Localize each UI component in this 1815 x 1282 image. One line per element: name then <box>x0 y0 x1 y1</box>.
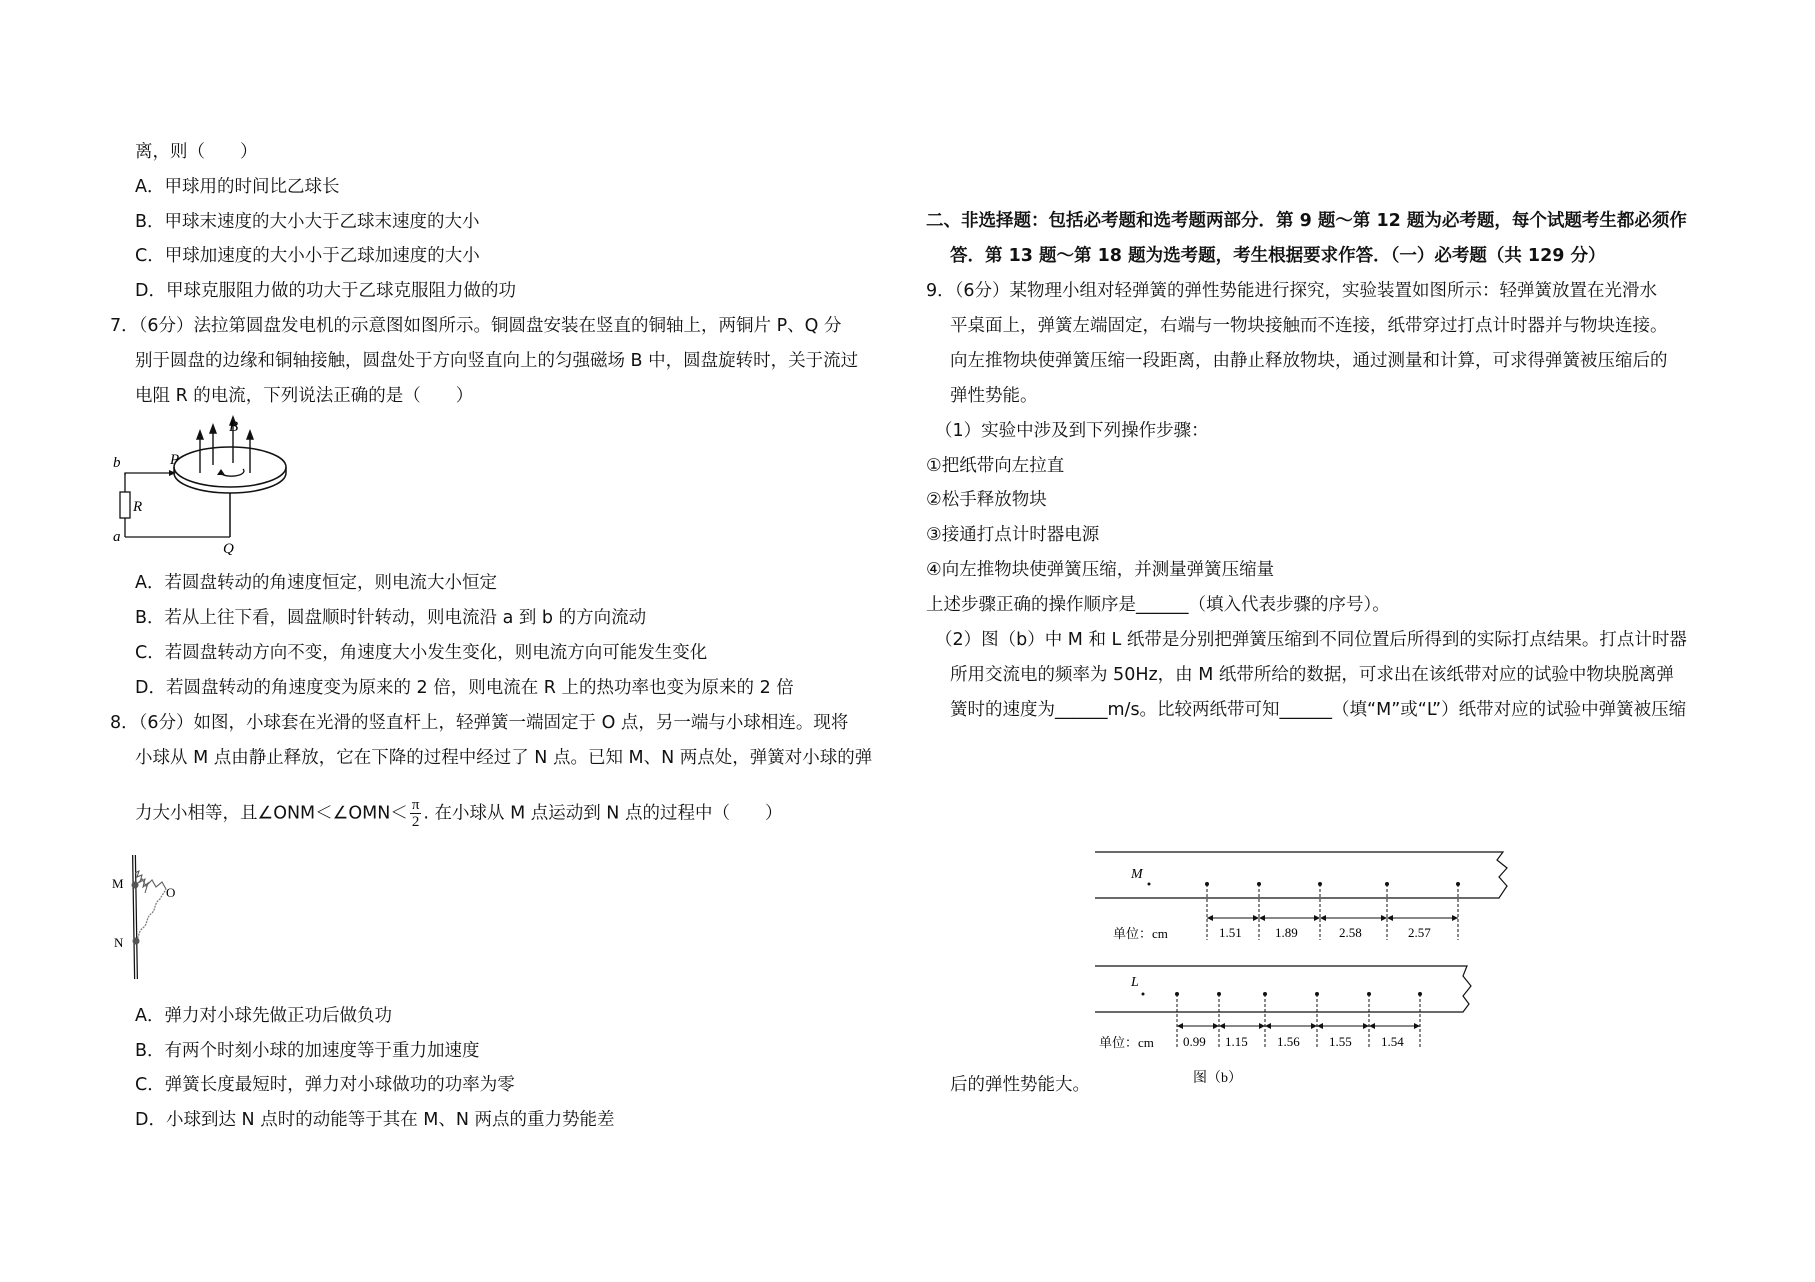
q9-line-4: 弹性势能。 <box>950 386 1038 406</box>
q8-option-d: D．小球到达 N 点时的动能等于其在 M、N 两点的重力势能差 <box>135 1110 615 1130</box>
q8-line-3-post: . 在小球从 M 点运动到 N 点的过程中（ ） <box>423 803 783 824</box>
label-M: M <box>112 876 124 891</box>
q9-part2-line-2: 所用交流电的频率为 50Hz，由 M 纸带所给的数据，可求出在该纸带对应的试验中物块脱离弹 <box>950 665 1674 685</box>
tape-M <box>1095 852 1507 941</box>
label-N: N <box>114 935 124 950</box>
tape-M-unit: 单位：cm <box>1113 926 1168 941</box>
figure-caption: 图（b） <box>1193 1071 1242 1086</box>
q9-part2-line-1: （2）图（b）中 M 和 L 纸带是分别把弹簧压缩到不同位置后所得到的实际打点结果。打点计时器 <box>935 630 1687 650</box>
q9-step-1: ①把纸带向左拉直 <box>926 456 1065 476</box>
section-heading-1: 二、非选择题：包括必考题和选考题两部分．第 9 题～第 12 题为必考题，每个试题考生都必须作 <box>926 211 1687 231</box>
q6-tail: 离，则（ ） <box>135 142 258 162</box>
tape-L-seg-2: 1.15 <box>1225 1034 1248 1049</box>
q9-step-2: ②松手释放物块 <box>926 490 1047 510</box>
q8-option-a: A．弹力对小球先做正功后做负功 <box>135 1006 392 1026</box>
q8-line-2: 小球从 M 点由静止释放，它在下降的过程中经过了 N 点。已知 M、N 两点处，弹簧对小球的弹 <box>135 748 873 768</box>
q7-option-a: A．若圆盘转动的角速度恒定，则电流大小恒定 <box>135 573 497 593</box>
tape-L-seg-4: 1.55 <box>1329 1034 1352 1049</box>
tape-M-seg-1: 1.51 <box>1219 925 1242 940</box>
q9-part2-line-3: 簧时的速度为______m/s。比较两纸带可知______（填“M”或“L”）纸带对应的试验中弹簧被压缩 <box>950 700 1687 720</box>
tape-L-unit: 单位：cm <box>1099 1035 1154 1050</box>
label-B: B <box>229 419 239 435</box>
q6-option-a: A．甲球用的时间比乙球长 <box>135 177 340 197</box>
tape-figure <box>1095 850 1515 1095</box>
faraday-disk-figure <box>105 415 295 555</box>
q6-option-c: C．甲球加速度的大小小于乙球加速度的大小 <box>135 246 480 266</box>
tape-M-seg-2: 1.89 <box>1275 925 1298 940</box>
q9-order: 上述步骤正确的操作顺序是______（填入代表步骤的序号）。 <box>926 595 1390 615</box>
rod-spring-figure <box>108 853 178 983</box>
tape-L-seg-5: 1.54 <box>1381 1034 1404 1049</box>
tape-L-label: L <box>1131 975 1139 990</box>
section-heading-2: 答．第 13 题～第 18 题为选考题，考生根据要求作答．（一）必考题（共 129 分） <box>950 246 1606 266</box>
q8-option-b: B．有两个时刻小球的加速度等于重力加速度 <box>135 1041 480 1061</box>
tape-L-seg-1: 0.99 <box>1183 1034 1206 1049</box>
q7-option-d: D．若圆盘转动的角速度变为原来的 2 倍，则电流在 R 上的热功率也变为原来的 2 倍 <box>135 678 794 698</box>
q9-line-1: 9．（6分）某物理小组对轻弹簧的弹性势能进行探究，实验装置如图所示：轻弹簧放置在光滑水 <box>926 281 1658 301</box>
tape-L <box>1095 966 1471 1050</box>
tape-M-seg-4: 2.57 <box>1408 925 1431 940</box>
q9-step-3: ③接通打点计时器电源 <box>926 525 1100 545</box>
label-Q: Q <box>223 541 234 555</box>
label-b: b <box>113 455 121 471</box>
q6-option-b: B．甲球末速度的大小大于乙球末速度的大小 <box>135 212 480 232</box>
q9-step-4: ④向左推物块使弹簧压缩，并测量弹簧压缩量 <box>926 560 1275 580</box>
q9-line-3: 向左推物块使弹簧压缩一段距离，由静止释放物块，通过测量和计算，可求得弹簧被压缩后的 <box>950 351 1668 371</box>
q7-line-2: 别于圆盘的边缘和铜轴接触，圆盘处于方向竖直向上的匀强磁场 B 中，圆盘旋转时，关于流过 <box>135 351 859 371</box>
label-O: O <box>166 885 176 900</box>
q7-option-c: C．若圆盘转动方向不变，角速度大小发生变化，则电流方向可能发生变化 <box>135 643 708 663</box>
q8-line-3-pre: 力大小相等，且∠ONM＜∠OMN＜ <box>135 803 408 824</box>
label-P: P <box>170 452 180 468</box>
q9-step-intro: （1）实验中涉及到下列操作步骤： <box>935 421 1209 441</box>
label-R: R <box>133 499 143 515</box>
q7-line-1: 7．（6分）法拉第圆盘发电机的示意图如图所示。铜圆盘安装在竖直的铜轴上，两铜片 P、Q 分 <box>110 316 842 336</box>
q8-line-3 <box>135 797 782 830</box>
q9-tail: 后的弹性势能大。 <box>950 1075 1090 1095</box>
tape-M-label: M <box>1131 867 1143 882</box>
q7-option-b: B．若从上往下看，圆盘顺时针转动，则电流沿 a 到 b 的方向流动 <box>135 608 647 628</box>
q8-option-c: C．弹簧长度最短时，弹力对小球做功的功率为零 <box>135 1075 515 1095</box>
tape-M-seg-3: 2.58 <box>1339 925 1362 940</box>
label-a: a <box>113 529 121 545</box>
q9-line-2: 平桌面上，弹簧左端固定，右端与一物块接触而不连接，纸带穿过打点计时器并与物块连接。 <box>950 316 1668 336</box>
q6-option-d: D．甲球克服阻力做的功大于乙球克服阻力做的功 <box>135 281 516 301</box>
q8-line-1: 8．（6分）如图，小球套在光滑的竖直杆上，轻弹簧一端固定于 O 点，另一端与小球相连。现将 <box>110 713 849 733</box>
pi-over-2: $\frac{\pi}{2}$ <box>411 797 420 830</box>
q7-line-3: 电阻 R 的电流，下列说法正确的是（ ） <box>135 386 474 406</box>
tape-L-seg-3: 1.56 <box>1277 1034 1300 1049</box>
